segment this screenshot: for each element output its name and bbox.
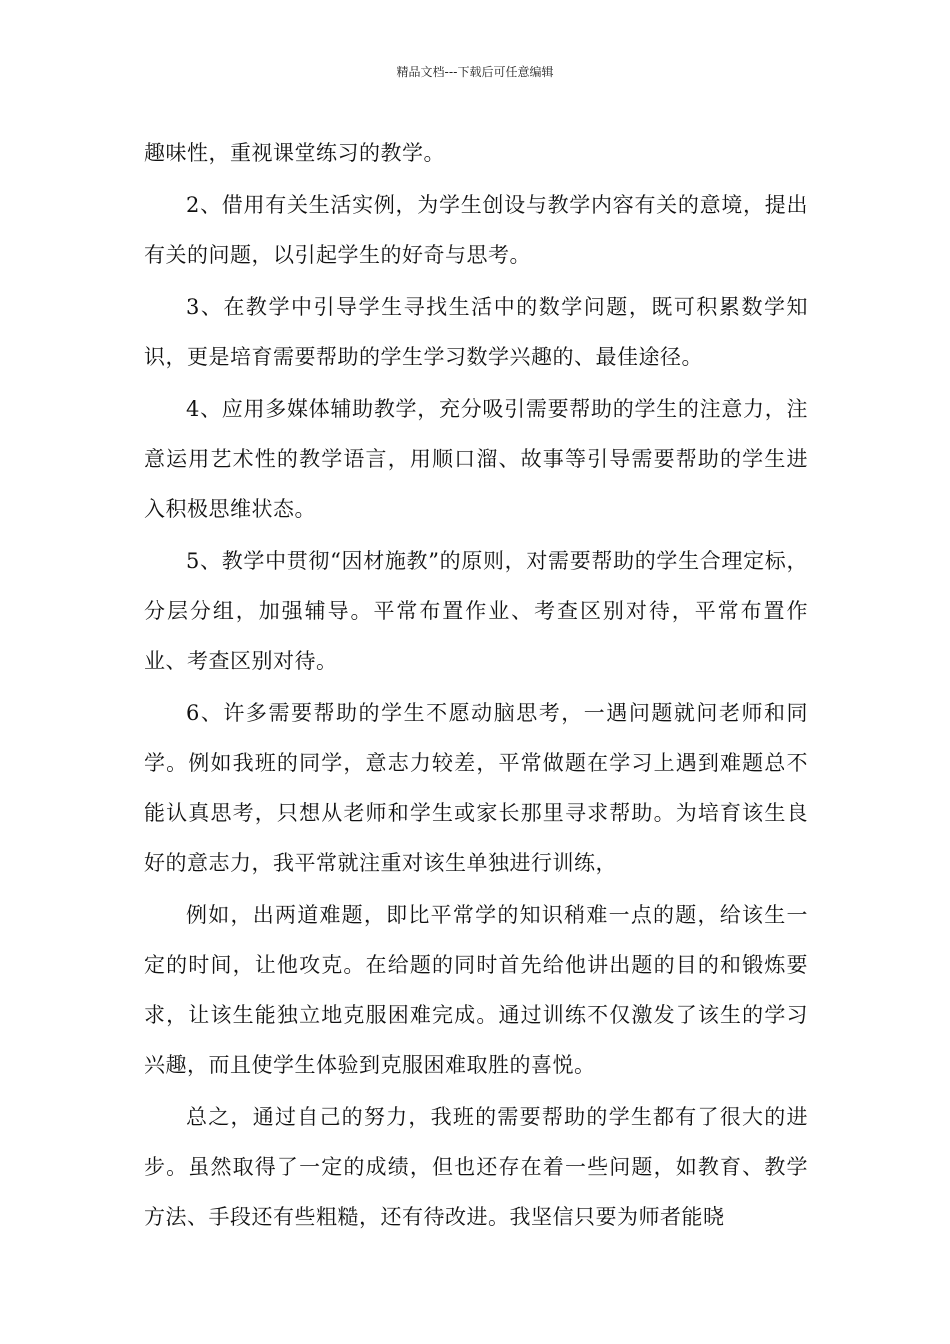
paragraph-item-3: 3、在教学中引导学生寻找生活中的数学问题，既可积累数学知识，更是培育需要帮助的学生学习数学兴趣的、最佳途径。: [144, 295, 808, 369]
paragraph-continuation: 趣味性，重视课堂练习的教学。: [144, 141, 445, 165]
paragraph-item-4: 4、应用多媒体辅助教学，充分吸引需要帮助的学生的注意力，注意运用艺术性的教学语言，用顺口溜、故事等引导需要帮助的学生进入积极思维状态。: [144, 397, 808, 521]
paragraph-item-5: 5、教学中贯彻“因材施教”的原则，对需要帮助的学生合理定标，分层分组，加强辅导。平常布置作业、考查区别对待，平常布置作业、考查区别对待。: [144, 549, 808, 673]
document-body: [144, 128, 808, 1244]
paragraph-example: 例如，出两道难题，即比平常学的知识稍难一点的题，给该生一定的时间，让他攻克。在给题的同时首先给他讲出题的目的和锻炼要求，让该生能独立地克服困难完成。通过训练不仅激发了该生的学习兴趣，而且使学生体验到克服困难取胜的喜悦。: [144, 903, 808, 1077]
paragraph-summary: 总之，通过自己的努力，我班的需要帮助的学生都有了很大的进步。虽然取得了一定的成绩，但也还存在着一些问题，如教育、教学方法、手段还有些粗糙，还有待改进。我坚信只要为师者能晓: [144, 1105, 808, 1229]
page-header: 精品文档---下载后可任意编辑: [396, 65, 554, 79]
paragraph-item-2: 2、借用有关生活实例，为学生创设与教学内容有关的意境，提出有关的问题，以引起学生的好奇与思考。: [144, 193, 808, 267]
paragraph-item-6: 6、许多需要帮助的学生不愿动脑思考，一遇问题就问老师和同学。例如我班的同学，意志力较差，平常做题在学习上遇到难题总不能认真思考，只想从老师和学生或家长那里寻求帮助。为培育该生良好的意志力，我平常就注重对该生单独进行训练，: [144, 701, 808, 875]
